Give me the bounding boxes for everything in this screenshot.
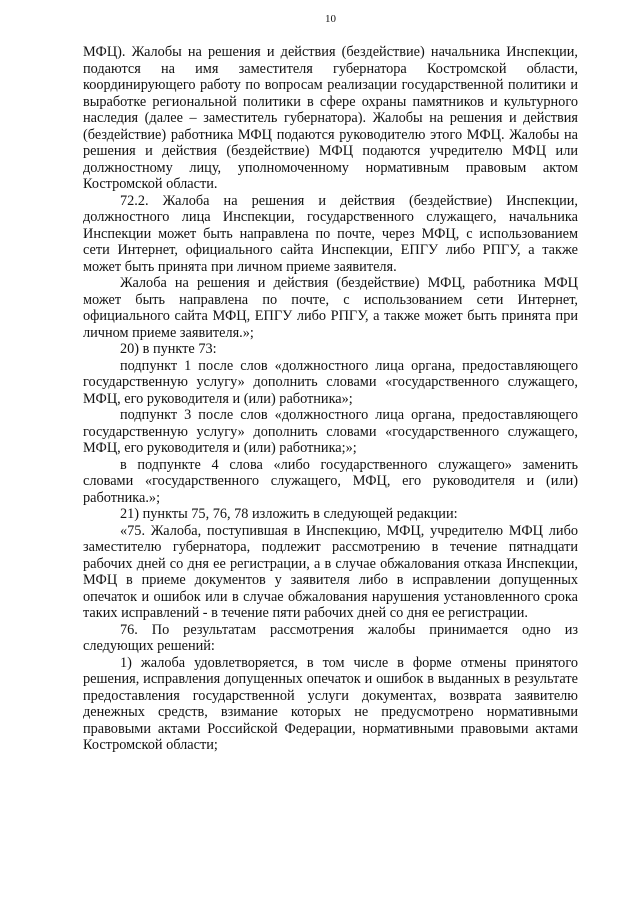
paragraph: 1) жалоба удовлетворяется, в том числе в форме отмены принятого решения, исправления допущенных опечаток и ошибок в выданных в результате предоставления государственной услуги документах, возврата заявителю денежных средств, взимание которых не предусмотрено нормативными правовыми актами Российской Федерации, нормативными правовыми актами Костромской области; — [83, 654, 578, 753]
paragraph: подпункт 1 после слов «должностного лица органа, предоставляющего государственную услугу» дополнить словами «государственного служащего, МФЦ, его руководителя и (или) работника»; — [83, 357, 578, 407]
paragraph: «75. Жалоба, поступившая в Инспекцию, МФЦ, учредителю МФЦ либо заместителю губернатора, подлежит рассмотрению в течение пятнадцати рабочих дней со дня ее регистрации, а в случае обжалования отказа Инспекции, МФЦ в приеме документов у заявителя либо в исправлении допущенных опечаток и ошибок или в случае обжалования нарушения установленного срока таких исправлений - в течение пяти рабочих дней со дня ее регистрации. — [83, 522, 578, 621]
paragraph: 76. По результатам рассмотрения жалобы принимается одно из следующих решений: — [83, 621, 578, 654]
paragraph: Жалоба на решения и действия (бездействие) МФЦ, работника МФЦ может быть направлена по почте, с использованием сети Интернет, официального сайта МФЦ, ЕПГУ либо РПГУ, а также может быть принята при личном приеме заявителя.»; — [83, 275, 578, 341]
paragraph: подпункт 3 после слов «должностного лица органа, предоставляющего государственную услугу» дополнить словами «государственного служащего, МФЦ, его руководителя и (или) работника;»; — [83, 407, 578, 456]
paragraph: 72.2. Жалоба на решения и действия (бездействие) Инспекции, должностного лица Инспекции, государственного служащего, начальника Инспекции может быть направлена по почте, через МФЦ, с использованием сети Интернет, официального сайта Инспекции, ЕПГУ либо РПГУ, а также может быть принята при личном приеме заявителя. — [83, 192, 578, 275]
paragraph: в подпункте 4 слова «либо государственного служащего» заменить словами «государственного служащего, МФЦ, его руководителя и (или) работника.»; — [83, 456, 578, 506]
page-number: 10 — [325, 13, 336, 25]
document-body — [83, 44, 578, 754]
paragraph: 20) в пункте 73: — [120, 341, 217, 357]
paragraph: 21) пункты 75, 76, 78 изложить в следующей редакции: — [120, 506, 458, 522]
paragraph: МФЦ). Жалобы на решения и действия (бездействие) начальника Инспекции, подаются на имя заместителя губернатора Костромской области, координирующего работу по вопросам реализации государственной политики и выработке региональной политики в сфере охраны памятников и культурного наследия (далее – заместитель губернатора). Жалобы на решения и действия (бездействие) работника МФЦ подаются руководителю этого МФЦ. Жалобы на решения и действия (бездействие) МФЦ подаются учредителю МФЦ или должностному лицу, уполномоченному нормативным правовым актом Костромской области. — [83, 44, 578, 192]
